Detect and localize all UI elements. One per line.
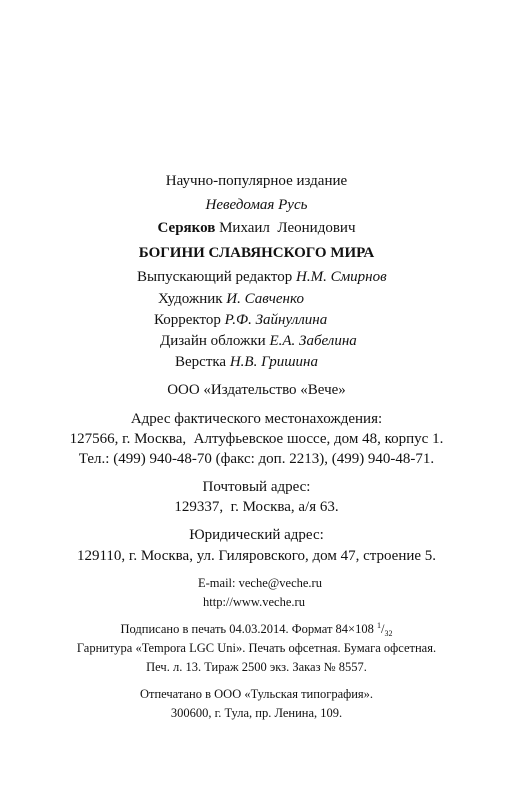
actual-address-heading: Адрес фактического местонахождения: — [130, 411, 383, 427]
signed-for-print-line — [0, 623, 513, 636]
credit-name: Е.А. Забелина — [269, 333, 357, 349]
credit-role: Художник — [158, 291, 223, 307]
legal-address-line: 129110, г. Москва, ул. Гиляровского, дом 47, строение 5. — [76, 548, 437, 564]
credit-role: Дизайн обложки — [160, 333, 266, 349]
actual-address-line: 127566, г. Москва, Алтуфьевское шоссе, дом 48, корпус 1. — [69, 431, 444, 447]
sheets-line: Печ. л. 13. Тираж 2500 экз. Заказ № 8557. — [146, 660, 367, 674]
author-given-names: Михаил Леонидович — [219, 220, 356, 236]
series-name: Неведомая Русь — [205, 197, 308, 213]
typeface-line: Гарнитура «Tempora LGC Uni». Печать офсетная. Бумага офсетная. — [76, 641, 437, 655]
format-slash: / — [381, 622, 385, 636]
signed-for-print-text: Подписано в печать 04.03.2014. Формат 84×108 — [120, 622, 377, 636]
postal-address-line: 129337, г. Москва, а/я 63. — [174, 499, 339, 515]
credit-editor — [137, 270, 387, 285]
legal-address-heading: Юридический адрес: — [189, 527, 324, 543]
website-line: http://www.veche.ru — [203, 595, 305, 609]
credit-name: И. Савченко — [226, 291, 304, 307]
credit-role: Верстка — [175, 354, 227, 370]
format-denominator: 32 — [384, 629, 393, 638]
credit-cover-design — [160, 334, 357, 349]
author-surname: Серяков — [157, 220, 216, 236]
author-line — [0, 221, 513, 236]
printer-line: Отпечатано в ООО «Тульская типография». — [139, 687, 374, 701]
email-line: E-mail: veche@veche.ru — [198, 576, 322, 590]
credit-artist — [158, 292, 304, 307]
genre-label: Научно-популярное издание — [165, 173, 348, 189]
credit-proofreader — [154, 313, 327, 328]
credit-name: Р.Ф. Зайнуллина — [224, 312, 328, 328]
credit-role: Корректор — [154, 312, 221, 328]
publisher-name: ООО «Издательство «Вече» — [167, 382, 346, 398]
credit-name: Н.М. Смирнов — [296, 269, 387, 285]
credit-name: Н.В. Гришина — [229, 354, 318, 370]
postal-address-heading: Почтовый адрес: — [202, 479, 311, 495]
credit-role: Выпускающий редактор — [137, 269, 293, 285]
phone-line: Тел.: (499) 940-48-70 (факс: доп. 2213), (499) 940-48-71. — [78, 451, 435, 467]
printer-address-line: 300600, г. Тула, пр. Ленина, 109. — [170, 706, 343, 720]
book-title: БОГИНИ СЛАВЯНСКОГО МИРА — [138, 245, 375, 261]
credit-layout — [175, 355, 318, 370]
format-numerator: 1 — [377, 621, 381, 630]
